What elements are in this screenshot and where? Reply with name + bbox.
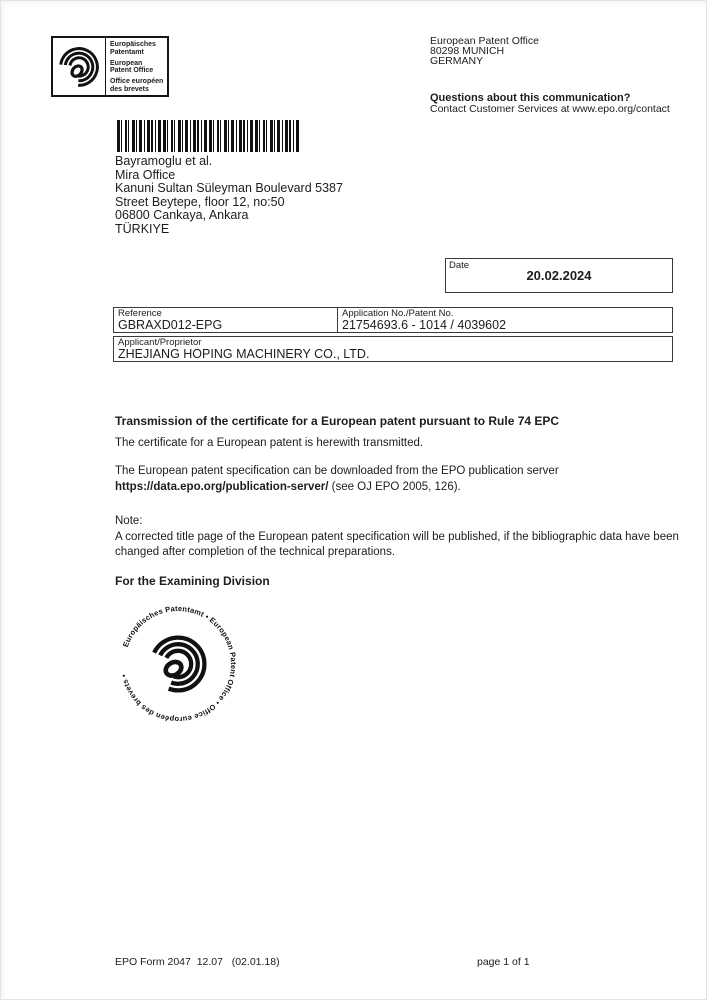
recipient-address-line: TÜRKIYE [115, 221, 170, 236]
office-address-line: European Patent Office [430, 35, 539, 47]
paragraph-2-line1: The European patent specification can be downloaded from the EPO publication server [115, 465, 559, 477]
logo-text-de-line2: Patentamt [110, 48, 144, 56]
questions-title: Questions about this communication? [430, 92, 631, 104]
reference-table-row2 [113, 336, 673, 362]
examining-division-seal [112, 598, 244, 730]
date-value: 20.02.2024 [526, 268, 592, 283]
logo-text-en-line2: Patent Office [110, 67, 154, 75]
page-number: page 1 of 1 [477, 956, 530, 968]
logo-text-fr-line1: Office européen [110, 78, 164, 86]
paragraph-2-reference: (see OJ EPO 2005, 126). [328, 481, 461, 493]
letter-title: Transmission of the certificate for a European patent pursuant to Rule 74 EPC [115, 414, 560, 428]
application-number-value: 21754693.6 - 1014 / 4039602 [342, 318, 507, 332]
logo-text-de-line1: Europäisches [110, 41, 156, 48]
questions-block [430, 93, 670, 115]
form-identifier: EPO Form 2047 12.07 (02.01.18) [115, 956, 280, 968]
recipient-name: Bayramoglu et al. [115, 154, 213, 168]
seal-ring-text: Europäisches Patentamt • European Patent Office • Office européen des brevets • [119, 603, 239, 725]
date-label: Date [449, 260, 470, 271]
letter-paragraph-1: The certificate for a European patent is herewith transmitted. [115, 437, 424, 449]
recipient-address-line: 06800 Cankaya, Ankara [115, 208, 249, 223]
questions-contact: Contact Customer Services at www.epo.org/contact [430, 103, 670, 115]
letter-paragraph-2 [115, 463, 559, 495]
applicant-label: Applicant/Proprietor [118, 337, 202, 348]
application-number-cell [338, 308, 672, 334]
applicant-value: ZHEJIANG HOPING MACHINERY CO., LTD. [118, 347, 370, 361]
barcode [117, 120, 299, 152]
recipient-address-line: Street Beytepe, floor 12, no:50 [115, 194, 285, 209]
date-box [445, 258, 673, 293]
reference-cell [114, 308, 338, 332]
publication-server-url: https://data.epo.org/publication-server/ [115, 481, 329, 493]
office-address [430, 36, 539, 66]
seal-swirl-icon [135, 621, 220, 706]
note-text: A corrected title page of the European patent specification will be published, if the bibliographic data have been changed after completion of the technical preparations. [115, 530, 679, 558]
application-number-label: Application No./Patent No. [342, 308, 454, 319]
closing-line: For the Examining Division [115, 574, 270, 588]
office-address-line: 80298 MUNICH [430, 45, 505, 57]
reference-value: GBRAXD012-EPG [118, 318, 223, 332]
epo-logo-icon [53, 38, 105, 95]
note-block [115, 514, 681, 561]
recipient-address-line: Mira Office [115, 167, 176, 182]
reference-table-row1 [113, 307, 673, 333]
note-label: Note: [115, 515, 143, 527]
logo-text-en-line1: European [110, 59, 143, 67]
recipient-address-line: Kanuni Sultan Süleyman Boulevard 5387 [115, 181, 343, 196]
epo-logo-box [51, 36, 169, 97]
reference-label: Reference [118, 308, 162, 319]
epo-logo-text [106, 38, 167, 95]
paragraph-2-line2 [115, 479, 559, 495]
office-address-line: GERMANY [430, 55, 484, 67]
recipient-address [115, 155, 343, 237]
logo-text-fr-line2: des brevets [110, 85, 149, 93]
